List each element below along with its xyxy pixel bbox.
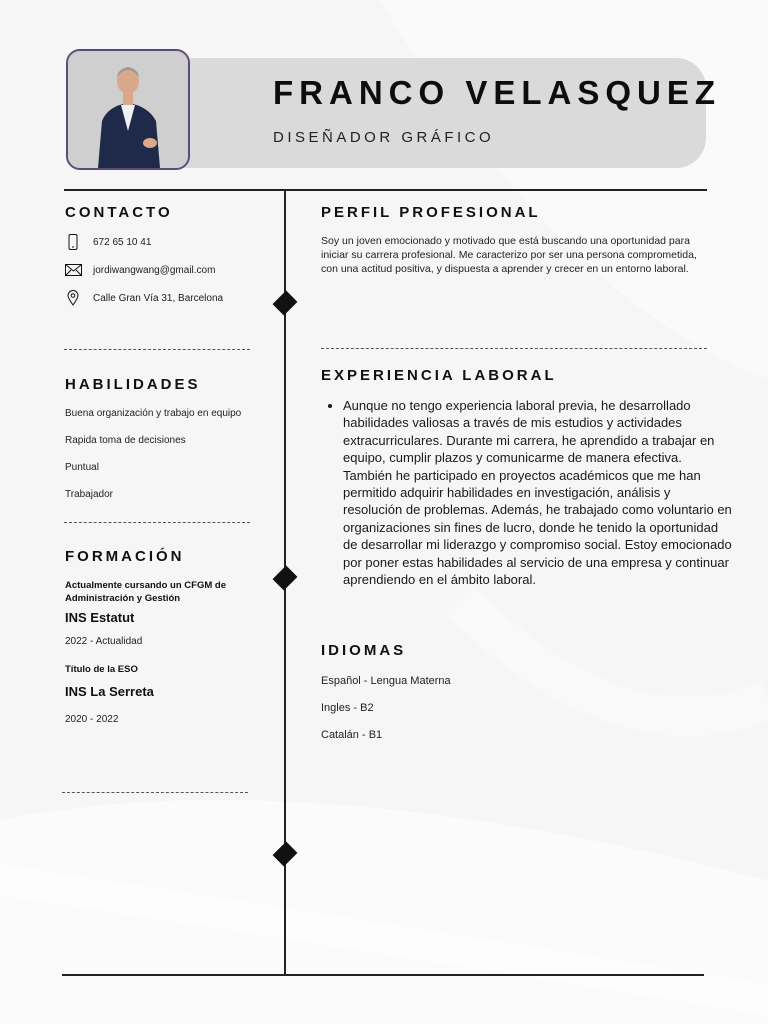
dashed-divider: [64, 349, 250, 350]
education-dates: 2020 - 2022: [65, 714, 119, 725]
address-text: Calle Gran Vía 31, Barcelona: [93, 292, 224, 304]
skill-item: Rapida toma de decisiones: [65, 435, 186, 446]
languages-heading: IDIOMAS: [321, 642, 407, 659]
skill-item: Buena organización y trabajo en equipo: [65, 408, 242, 419]
dashed-divider: [321, 348, 707, 349]
phone-icon: [64, 234, 82, 250]
phone-text: 672 65 10 41: [93, 236, 152, 248]
profile-heading: PERFIL PROFESIONAL: [321, 204, 541, 221]
language-item: Ingles - B2: [321, 702, 374, 714]
contact-email[interactable]: [64, 262, 215, 278]
experience-list: [321, 397, 733, 588]
language-item: Catalán - B1: [321, 729, 383, 741]
person-photo-illustration: [68, 51, 188, 168]
experience-item: • Aunque no tengo experiencia laboral previa, he desarrollado habilidades valiosas a través de mis estudios y actividades extracurriculares. Durante mi carrera, he aprendido a trabajar en equipo, cumplir plazos y comunicarme de manera efectiva. También he participado en proyectos académicos que me han permitido adquirir habilidades en investigación, análisis y resolución de problemas. Además, he trabajado como voluntario en organizaciones sin fines de lucro, donde he tenido la oportunidad de desarrollar mi liderazgo y compromiso social. Estoy emocionado por poner estas habilidades al servicio de una empresa y continuar aprendiendo en el ámbito laboral.: [343, 397, 733, 588]
map-pin-icon: [64, 290, 82, 306]
education-school: INS Estatut: [65, 610, 135, 625]
skill-item: Puntual: [65, 462, 99, 473]
contact-phone: [64, 234, 151, 250]
bottom-divider: [62, 974, 704, 976]
language-item: Español - Lengua Materna: [321, 675, 451, 687]
education-heading: FORMACIÓN: [65, 548, 185, 565]
skill-item: Trabajador: [65, 489, 113, 500]
education-dates: 2022 - Actualidad: [65, 636, 143, 647]
dashed-divider: [62, 792, 248, 793]
education-school: INS La Serreta: [65, 684, 154, 699]
top-divider: [64, 189, 707, 191]
envelope-icon: [64, 262, 82, 278]
education-degree: Título de la ESO: [65, 664, 138, 675]
skills-heading: HABILIDADES: [65, 376, 201, 393]
experience-heading: EXPERIENCIA LABORAL: [321, 367, 557, 384]
contact-heading: CONTACTO: [65, 204, 173, 221]
profile-summary: Soy un joven emocionado y motivado que está buscando una oportunidad para iniciar su carrera profesional. Me caracterizo por ser una persona comprometida, con una actitud positiva, y dispuesta a aprender y crecer en un entorno laboral.: [321, 235, 697, 275]
education-degree: Actualmente cursando un CFGM de Administración y Gestión: [65, 580, 226, 604]
profile-photo: [66, 49, 190, 170]
dashed-divider: [64, 522, 250, 523]
contact-address: [64, 290, 223, 306]
candidate-name: FRANCO VELASQUEZ: [273, 74, 722, 111]
job-title: DISEÑADOR GRÁFICO: [273, 129, 495, 146]
email-text[interactable]: jordiwangwang@gmail.com: [93, 264, 216, 276]
